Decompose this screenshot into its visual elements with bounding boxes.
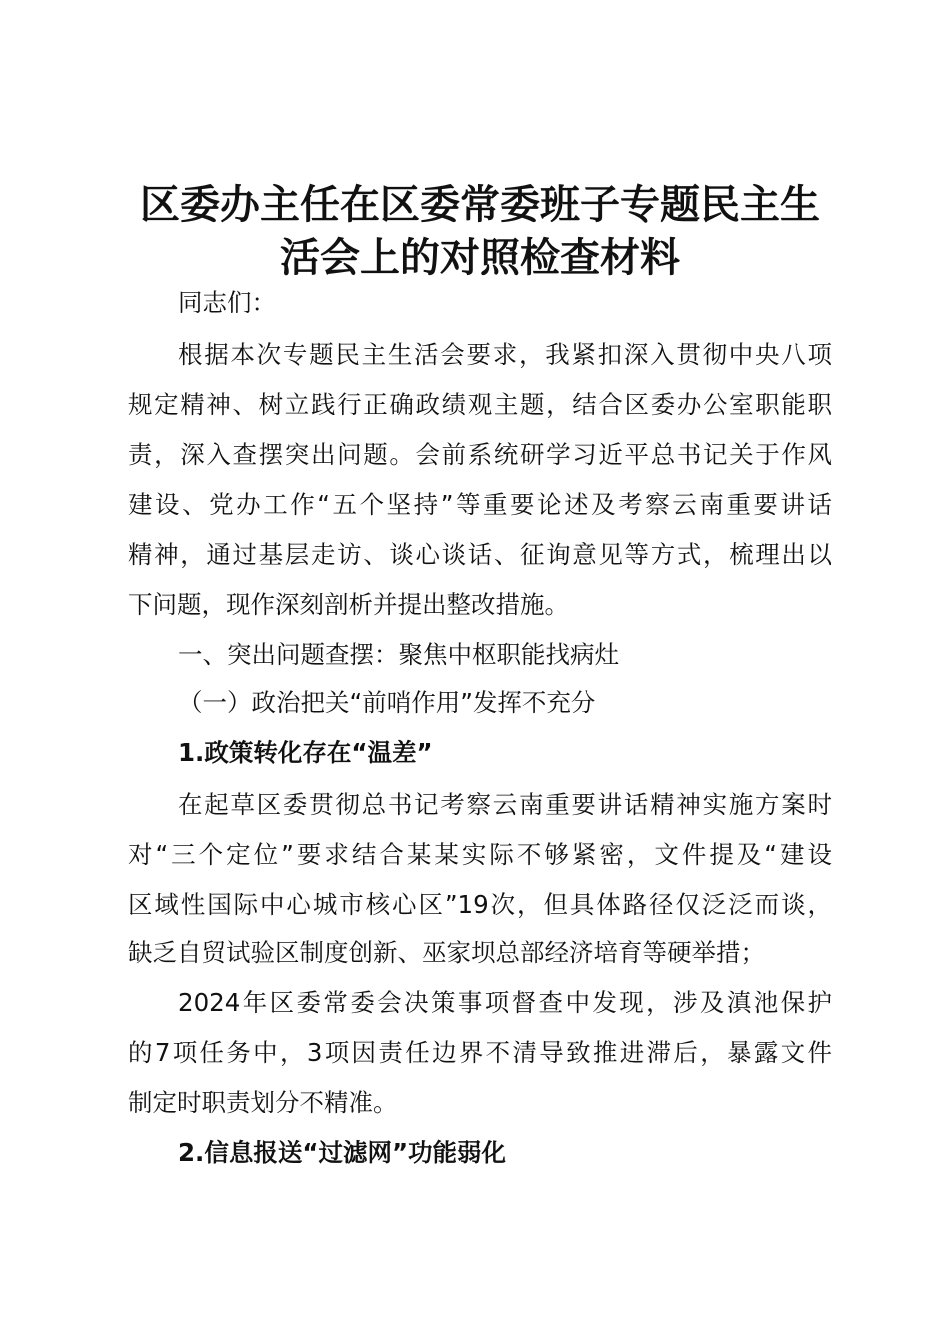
paragraph-1-line-2: 规定精神、树立践行正确政绩观主题，结合区委办公室职能职: [128, 390, 832, 419]
paragraph-1-line-3: 责，深入查摆突出问题。会前系统研学习近平总书记关于作风: [128, 440, 832, 469]
point-2-title: 2.信息报送“过滤网”功能弱化: [178, 1138, 507, 1167]
paragraph-3-line-3: 制定时职责划分不精准。: [128, 1088, 398, 1117]
subsection-heading-1: （一）政治把关“前哨作用”发挥不充分: [178, 688, 596, 717]
point-1-title: 1.政策转化存在“温差”: [178, 738, 433, 767]
document-title-line-1: 区委办主任在区委常委班子专题民主生: [140, 181, 820, 228]
paragraph-1-line-6: 下问题，现作深刻剖析并提出整改措施。: [128, 590, 569, 619]
paragraph-2-line-1: 在起草区委贯彻总书记考察云南重要讲话精神实施方案时: [178, 790, 832, 819]
salutation: 同志们：: [178, 288, 276, 317]
paragraph-1-line-5: 精神，通过基层走访、谈心谈话、征询意见等方式，梳理出以: [128, 540, 832, 569]
paragraph-2-line-4: 缺乏自贸试验区制度创新、巫家坝总部经济培育等硬举措；: [128, 938, 765, 967]
paragraph-2-line-3: 区域性国际中心城市核心区”19次，但具体路径仅泛泛而谈，: [128, 890, 832, 919]
paragraph-3-line-1: 2024年区委常委会决策事项督查中发现，涉及滇池保护: [178, 988, 832, 1017]
paragraph-1-line-4: 建设、党办工作“五个坚持”等重要论述及考察云南重要讲话: [128, 490, 832, 519]
section-heading-1: 一、突出问题查摆：聚焦中枢职能找病灶: [178, 640, 619, 669]
document-title-line-2: 活会上的对照检查材料: [280, 234, 680, 281]
paragraph-1-line-1: 根据本次专题民主生活会要求，我紧扣深入贯彻中央八项: [178, 340, 832, 369]
paragraph-3-line-2: 的7项任务中，3项因责任边界不清导致推进滞后，暴露文件: [128, 1038, 832, 1067]
paragraph-2-line-2: 对“三个定位”要求结合某某实际不够紧密，文件提及“建设: [128, 840, 832, 869]
